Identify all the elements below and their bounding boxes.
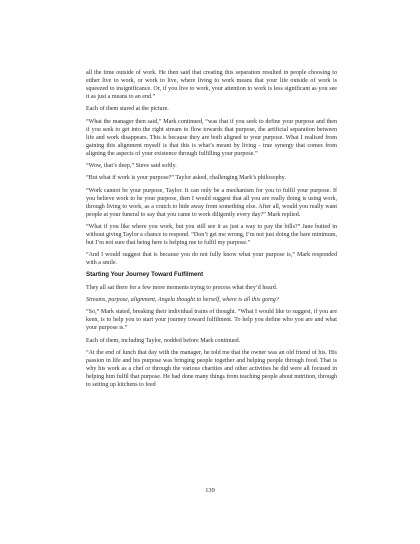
- body-text: [86, 69, 337, 393]
- paragraph: all the time outside of work. He then said that creating this separation resulted in people choosing to either live to work, or work to live, where living to work means that your life outside of work is squeezed to insignificance. Or, if you live to work, your attention to work is less significant as you see it as just a means to an end.”: [86, 70, 337, 101]
- paragraph: “What if you like where you work, but you still see it as just a way to pay the bills?” Jane butted in without giving Taylor a chance to respond. “Don’t get me wrong, I’m not just doing the bare minimum, but I’m not sure that being here is helping me to fulfil my purpose.”: [86, 223, 337, 246]
- page-number: 139: [205, 487, 215, 494]
- paragraph: Each of them stared at the picture.: [86, 106, 169, 113]
- paragraph: Each of them, including Taylor, nodded before Mark continued.: [86, 337, 241, 344]
- paragraph: They all sat there for a few more moments trying to process what they’d heard.: [86, 284, 278, 291]
- paragraph: “At the end of lunch that day with the manager, he told me that the owner was an old friend of his. His passion in life and his purpose was bringing people together and helping people through food. That is why his work as a chef or through the various charities and other activities he did were all focused in helping him fulfil that purpose. He had done many things from teaching people about nutrition, through to setting up kitchens to feed: [86, 349, 337, 388]
- paragraph: “Wow, that’s deep,” Steve said softly.: [86, 163, 177, 170]
- paragraph: “So,” Mark stated, breaking their individual trains of thought. “What I would like to suggest, if you are keen, is to help you to start your journey toward fulfilment. To help you define who you are and what your purpose is.”: [86, 309, 337, 332]
- paragraph: “Work cannot be your purpose, Taylor. It can only be a mechanism for you to fulfil your purpose. If you believe work to be your purpose, then I would suggest that all you are really doing is using work, through living to work, as a crutch to hide away from something else. After all, would you really want people at your funeral to say that you came to work diligently every day?” Mark replied.: [86, 187, 337, 218]
- paragraph: “But what if work is your purpose?” Taylor asked, challenging Mark’s philosophy.: [86, 175, 286, 182]
- paragraph: “And I would suggest that is because you do not fully know what your purpose is,” Mark responded with a smile.: [86, 252, 337, 267]
- section-heading: Starting Your Journey Toward Fulfilment: [86, 271, 204, 279]
- italic-thought-paragraph: Streams, purpose, alignment, Angela thought to herself, where is all this going?: [86, 296, 279, 303]
- paragraph: “What the manager then said,” Mark continued, “was that if you seek to define your purpose and then if you seek to get into the right stream to flow towards that purpose, the artificial separation between life and work disappears. This is because they are both aligned to your purpose. What I realised from gaining this alignment myself is that this is what’s meant by living - true synergy that comes from aligning the aspects of your existence through fulfilling your purpose.”: [86, 118, 337, 157]
